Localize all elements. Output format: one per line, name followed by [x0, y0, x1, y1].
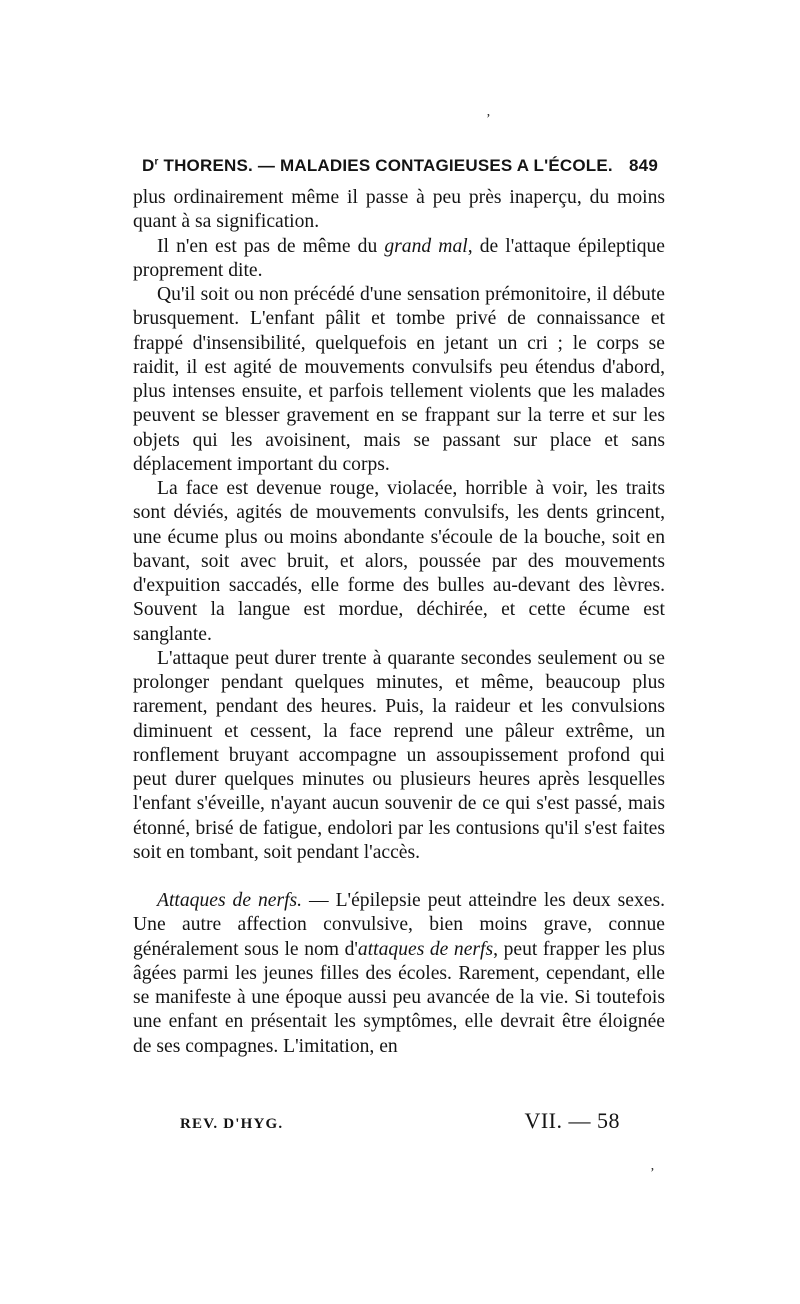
paragraph-5: L'attaque peut durer trente à quarante secondes seulement ou se prolonger pendant quelques minutes, et même, beaucoup plus rarement, pendant des heures. Puis, la raideur et les convulsions diminuent et cessent, la face reprend une pâleur extrême, un ronflement bruyant accompagne un assoupissement profond qui peut durer quelques minutes ou plusieurs heures après lesquelles l'enfant s'éveille, n'ayant aucun souvenir de ce qui s'est passé, mais étonné, brisé de fatigue, endolori par les contusions qu'il s'est faites soit en tombant, soit pendant l'accès.	[133, 647, 665, 863]
printer-mark-bottom: ʼ	[650, 1166, 655, 1181]
signature-mark: VII. — 58	[524, 1108, 620, 1133]
paragraph-4: La face est devenue rouge, violacée, horrible à voir, les traits sont déviés, agités de mouvements convulsifs, les dents grincent, une écume plus ou moins abondante s'écoule de la bouche, soit en bavant, soit avec bruit, et alors, poussée par des mouvements d'expuition saccadés, elle forme des bulles au-devant des lèvres. Souvent la langue est mordue, déchirée, et cette écume est sanglante.	[133, 478, 665, 645]
header-title: $D^r$ THORENS. — MALADIES CONTAGIEUSES A L'ÉCOLE.	[142, 156, 613, 175]
paragraph-1: plus ordinairement même il passe à peu près inaperçu, du moins quant à sa signification.	[133, 187, 665, 233]
paragraph-6: Attaques de nerfs. — L'épilepsie peut atteindre les deux sexes. Une autre affection convulsive, bien moins grave, connue généralement sous le nom d'attaques de nerfs, peut frapper les plus âgées parmi les jeunes filles des écoles. Rarement, cependant, elle se manifeste à une époque aussi peu avancée de la vie. Si toutefois une enfant en présentait les symptômes, elle devrait être éloignée de ses compagnes. L'imitation, en	[133, 890, 665, 1057]
journal-abbreviation: REV. D'HYG.	[180, 1116, 284, 1132]
page-number: 849	[629, 156, 658, 175]
paragraph-2: Il n'en est pas de même du grand mal, de l'attaque épileptique proprement dite.	[133, 235, 665, 281]
paragraph-3: Qu'il soit ou non précédé d'une sensation prémonitoire, il débute brusquement. L'enfant pâlit et tombe privé de connaissance et frappé d'insensibilité, quelquefois en jetant un cri ; le corps se raidit, il est agité de mouvements convulsifs peu étendus d'abord, plus intenses ensuite, et parfois tellement violents que les malades peuvent se blesser gravement en se frappant sur la terre et sur les objets qui les avoisinent, mais se passant sur place et sans déplacement important du corps.	[133, 284, 665, 475]
body-text	[133, 186, 665, 1059]
page-footer	[180, 1108, 620, 1134]
printer-mark-top: ʼ	[486, 112, 491, 127]
running-header	[142, 156, 658, 176]
